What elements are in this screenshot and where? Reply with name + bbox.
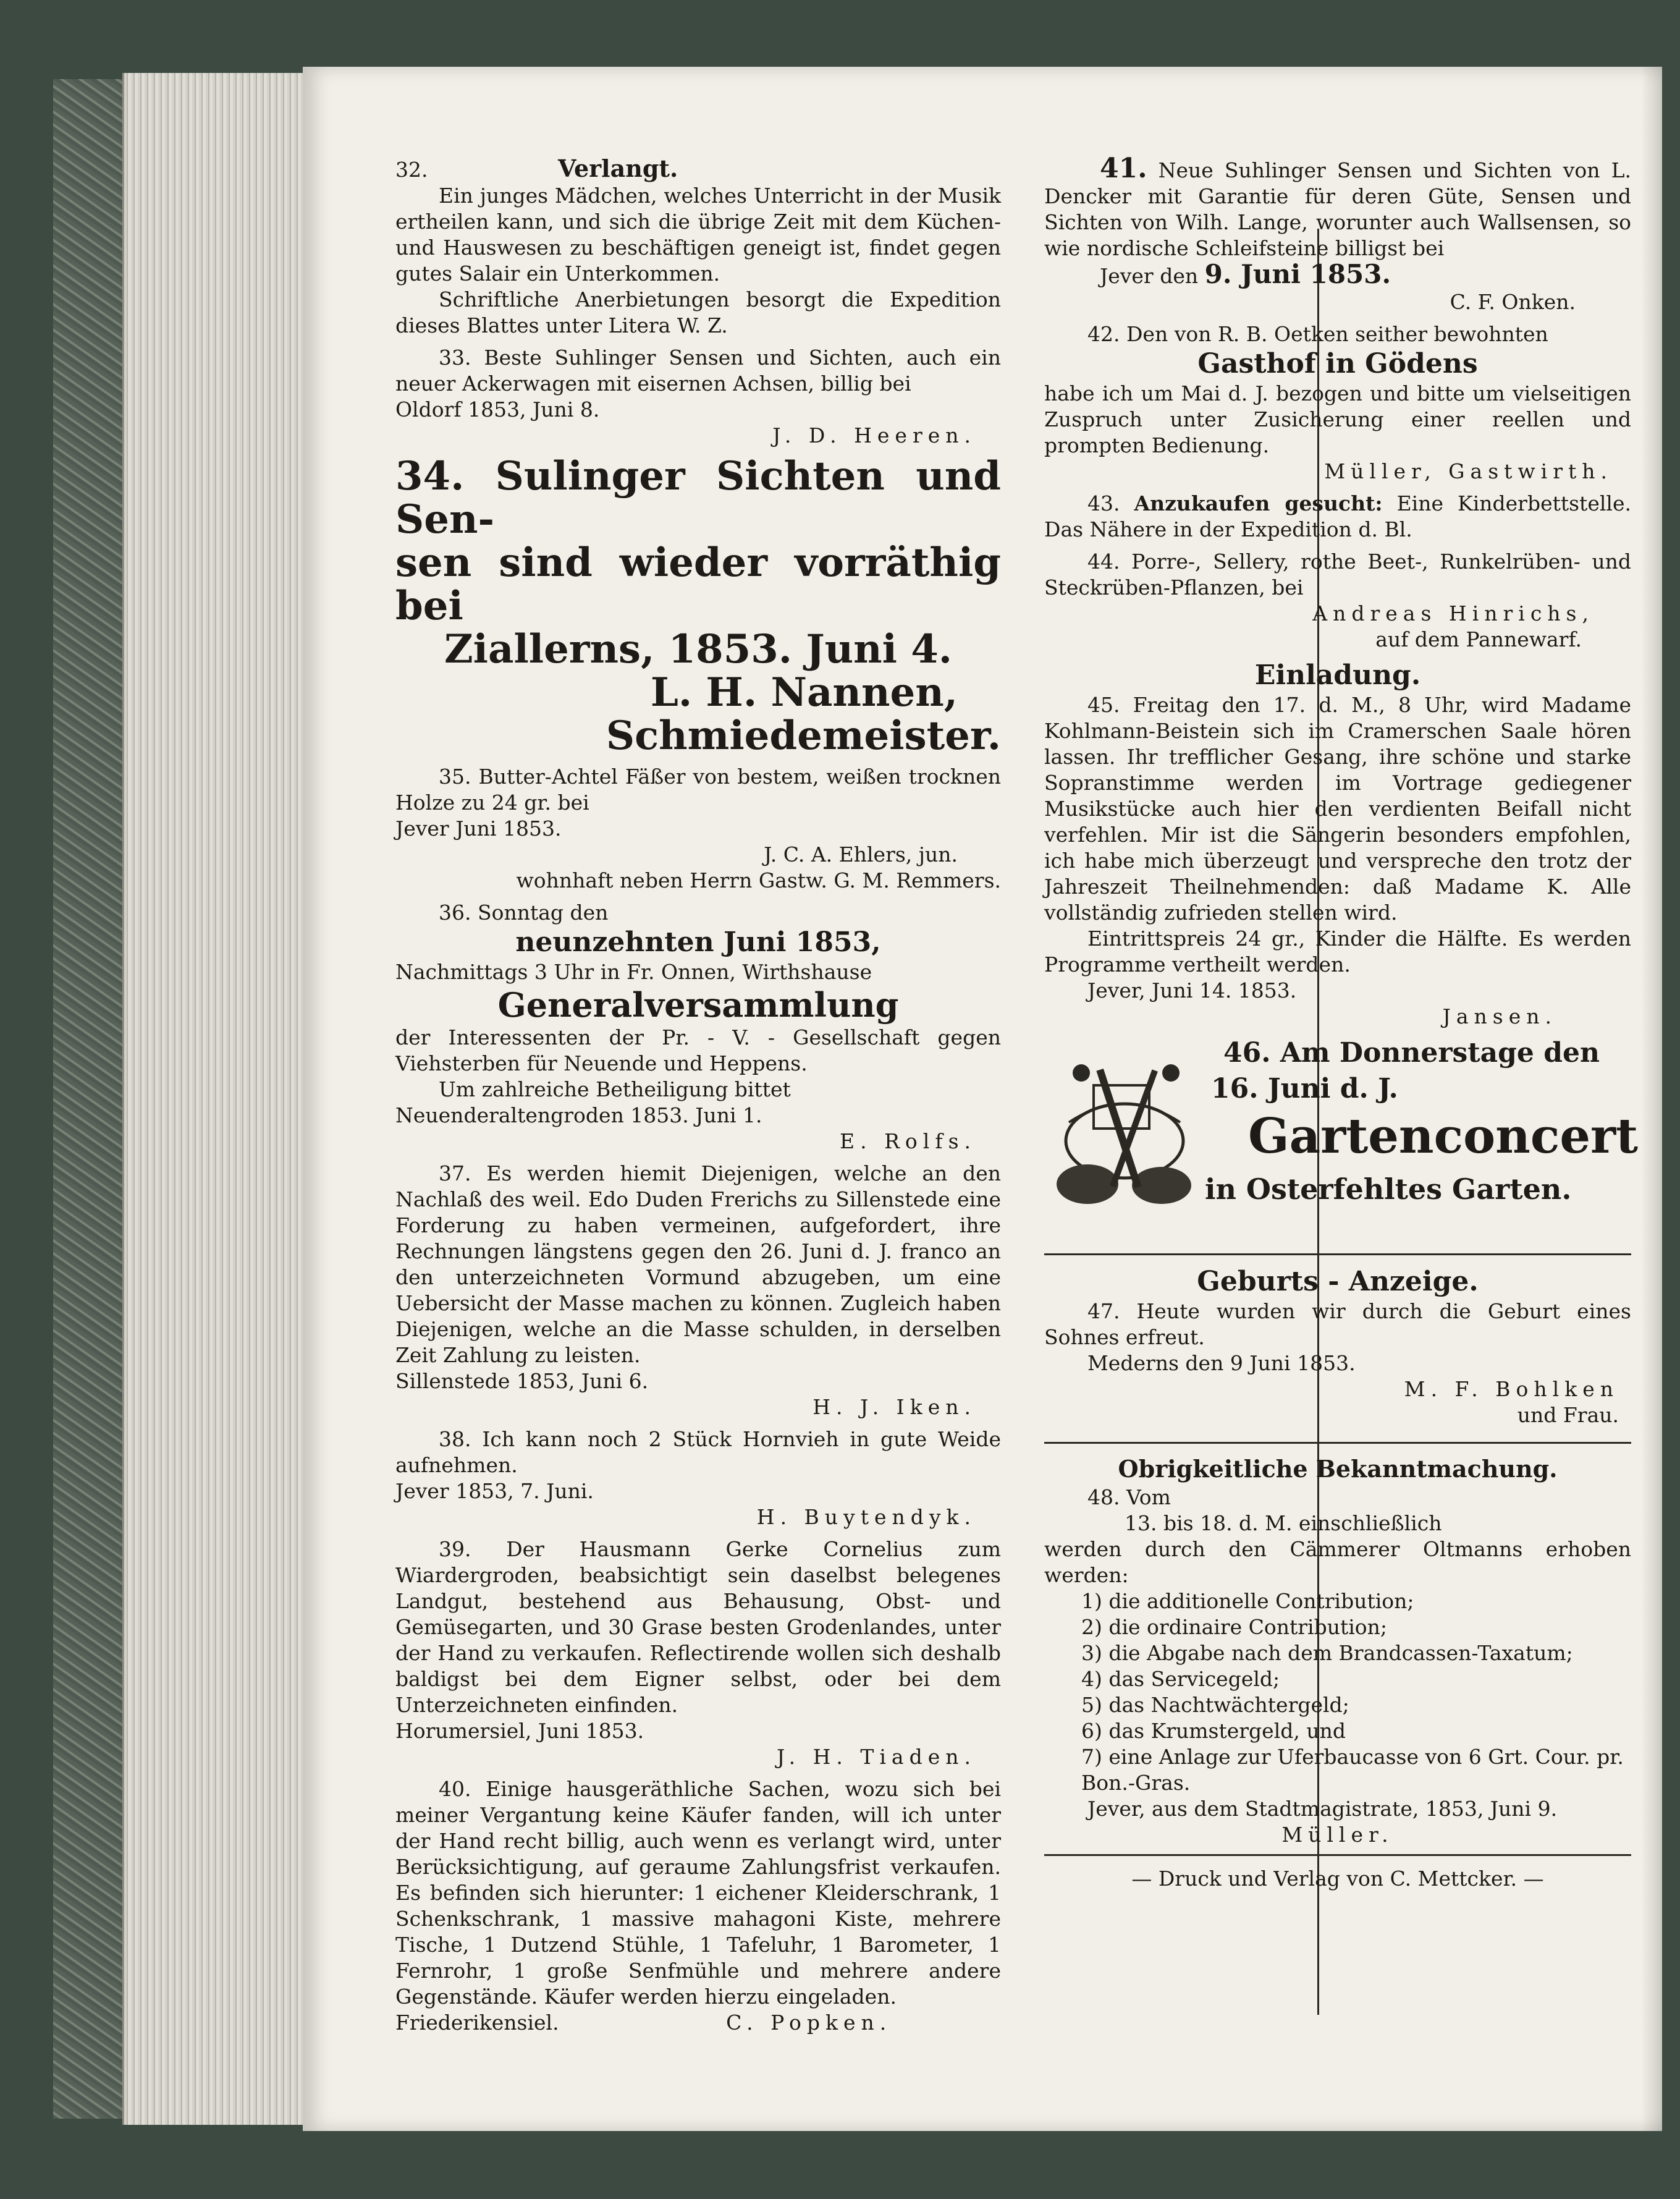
- ad-40: [395, 1776, 1001, 2036]
- ad-36: [395, 900, 1001, 1155]
- ad-36-heading: Generalversammlung: [497, 985, 899, 1025]
- ad-44-body: 44. Porre-, Sellery, rothe Beet-, Runkelrüben- und Steckrüben-Pflanzen, bei: [1044, 549, 1631, 600]
- ad-40-place: Friederikensiel.: [395, 2010, 559, 2035]
- ad-47-heading: Geburts - Anzeige.: [1197, 1266, 1479, 1297]
- ad-34: [395, 455, 1001, 758]
- rule-before-47: [1044, 1253, 1631, 1255]
- ad-34-line5: Schmiedemeister.: [606, 713, 1001, 759]
- ad-45-body2: Eintrittspreis 24 gr., Kinder die Hälfte. Es werden Programme vertheilt werden.: [1044, 926, 1631, 977]
- ad-36-place: Neuenderaltengroden 1853. Juni 1.: [395, 1103, 762, 1127]
- rule-before-48: [1044, 1442, 1631, 1444]
- ad-48-item-3: 3) die Abgabe nach dem Brandcassen-Taxatum;: [1081, 1641, 1573, 1665]
- ad-37: [395, 1161, 1001, 1420]
- ad-47-sign2: und Frau.: [1517, 1403, 1619, 1427]
- ad-40-body: 40. Einige hausgeräthliche Sachen, wozu sich bei meiner Vergantung keine Käufer fanden, will ich unter der Hand recht billig, auch wenn es verlangt wird, unter Berücksichtigung, auf geraume Zahlungsfrist verkaufen. Es befinden sich hierunter: 1 eichener Kleiderschrank, 1 Schenkschrank, 1 massive mahagoni Kiste, mehrere Tische, 1 Dutzend Stühle, 1 Tafeluhr, 1 Barometer, 1 Fernrohr, 1 große Senfmühle und mehrere andere Gegenstände. Käufer werden hierzu eingeladen.: [395, 1777, 1001, 2009]
- ad-35-sign2: wohnhaft neben Herrn Gastw. G. M. Remmers.: [516, 868, 1001, 892]
- ad-38-body: 38. Ich kann noch 2 Stück Hornvieh in gute Weide aufnehmen.: [395, 1427, 1001, 1477]
- ad-32-body: Ein junges Mädchen, welches Unterricht in der Musik ertheilen kann, und sich die übrige Zeit mit dem Küchen- und Hauswesen zu beschäftigen geneigt ist, findet gegen gutes Salair ein Unterkommen.: [395, 184, 1001, 286]
- ad-34-line4: L. H. Nannen,: [650, 669, 958, 716]
- ad-39-body: 39. Der Hausmann Gerke Cornelius zum Wiardergroden, beabsichtigt sein daselbst belegenes Landgut, bestehend aus Behausung, Obst- und Gemüsegarten, und 30 Grase besten Grodenlandes, unter der Hand zu verkaufen. Reflectirende wollen sich deshalb baldigst bei dem Eigner selbst, oder bei dem Unterzeichneten einfinden.: [395, 1537, 1001, 1717]
- ad-32-number: 32.: [395, 158, 428, 182]
- ad-37-body: 37. Es werden hiemit Diejenigen, welche an den Nachlaß des weil. Edo Duden Frerichs zu Sillenstede eine Forderung zu haben vermeinen, aufgefordert, ihre Rechnungen längstens gegen den 26. Juni d. J. franco an den unterzeichneten Vormund abzugeben, um eine Uebersicht der Masse machen zu können. Zugleich haben Diejenigen, welche an die Masse schulden, in derselben Zeit Zahlung zu leisten.: [395, 1161, 1001, 1367]
- ad-34-line2: sen sind wieder vorräthig bei: [395, 540, 1001, 629]
- ad-38: [395, 1426, 1001, 1530]
- ad-36-time: Nachmittags 3 Uhr in Fr. Onnen, Wirthshause: [395, 960, 872, 984]
- ad-33: [395, 345, 1001, 449]
- ad-48-line1: 13. bis 18. d. M. einschließlich: [1125, 1511, 1442, 1535]
- ad-35-sign: J. C. A. Ehlers, jun.: [764, 842, 958, 866]
- ad-43-heading: Anzukaufen gesucht:: [1134, 491, 1383, 515]
- ad-41: [1044, 153, 1631, 315]
- ad-46-line4: in Osterfehltes Garten.: [1205, 1172, 1572, 1206]
- page-edges: [122, 73, 310, 2125]
- ad-34-line1: 34. Sulinger Sichten und Sen-: [395, 453, 1001, 543]
- ad-32-body2: Schriftliche Anerbietungen besorgt die Expedition dieses Blattes unter Litera W. Z.: [395, 287, 1001, 337]
- ad-48-item-7: 7) eine Anlage zur Uferbaucasse von 6 Grt. Cour. pr. Bon.-Gras.: [1081, 1745, 1624, 1795]
- ad-44-sign2: auf dem Pannewarf.: [1375, 627, 1582, 651]
- ad-45-heading: Einladung.: [1254, 659, 1421, 691]
- ad-40-sign: C. Popken.: [726, 2010, 892, 2035]
- ad-41-place-a: Jever den: [1100, 264, 1199, 288]
- ad-39: [395, 1536, 1001, 1770]
- left-column: [395, 156, 1001, 2042]
- ad-36-body: der Interessenten der Pr. - V. - Gesellschaft gegen Viehsterben für Neuende und Heppens.: [395, 1025, 1001, 1075]
- ad-33-place: Oldorf 1853, Juni 8.: [395, 397, 600, 422]
- ad-47-place: Mederns den 9 Juni 1853.: [1087, 1351, 1356, 1375]
- ad-47: [1044, 1265, 1631, 1428]
- ad-42-heading: Gasthof in Gödens: [1197, 348, 1478, 379]
- ad-48-item-4: 4) das Servicegeld;: [1081, 1667, 1280, 1691]
- ad-44-sign: Andreas Hinrichs,: [1312, 601, 1594, 625]
- ad-43-body: Eine Kinderbettstelle. Das Nähere in der Expedition d. Bl.: [1044, 491, 1631, 541]
- ad-41-sign: C. F. Onken.: [1450, 290, 1576, 314]
- ad-45: [1044, 659, 1631, 1030]
- ad-36-sign: E. Rolfs.: [840, 1129, 976, 1153]
- ad-42-sign: Müller, Gastwirth.: [1324, 459, 1613, 483]
- ad-36-date: neunzehnten Juni 1853,: [515, 926, 881, 958]
- ad-48-item-5: 5) das Nachtwächtergeld;: [1081, 1693, 1349, 1717]
- ad-41-place-b: 9. Juni 1853.: [1204, 259, 1391, 289]
- ad-44: [1044, 549, 1631, 653]
- ad-32: [395, 156, 1001, 339]
- ad-35: [395, 764, 1001, 894]
- imprint: — Druck und Verlag von C. Mettcker. —: [1131, 1866, 1544, 1891]
- ad-39-place: Horumersiel, Juni 1853.: [395, 1719, 644, 1743]
- ad-42-intro: 42. Den von R. B. Oetken seither bewohnten: [1087, 322, 1548, 346]
- ad-47-body: 47. Heute wurden wir durch die Geburt eines Sohnes erfreut.: [1044, 1299, 1631, 1349]
- ad-43-number: 43.: [1087, 491, 1120, 515]
- music-instruments-illustration: [1044, 1048, 1205, 1215]
- ad-37-sign: H. J. Iken.: [813, 1395, 976, 1419]
- ad-35-place: Jever Juni 1853.: [395, 816, 562, 841]
- ad-46-line1: 46. Am Donnerstage den: [1223, 1037, 1600, 1069]
- ad-39-sign: J. H. Tiaden.: [776, 1745, 976, 1769]
- ad-48-intro: 48. Vom: [1087, 1485, 1171, 1509]
- ad-37-place: Sillenstede 1853, Juni 6.: [395, 1369, 649, 1393]
- ad-41-body: Neue Suhlinger Sensen und Sichten von L. Dencker mit Garantie für deren Güte, Sensen und Sichten von Wilh. Lange, worunter auch Wallsensen, so wie nordische Schleifsteine billigst bei: [1044, 158, 1631, 260]
- ad-41-number: 41.: [1100, 153, 1147, 184]
- ad-46: [1044, 1036, 1639, 1240]
- ad-36-body2: Um zahlreiche Betheiligung bittet: [439, 1077, 791, 1101]
- book-cover-marbled: [53, 79, 131, 2119]
- ad-45-sign: Jansen.: [1442, 1004, 1557, 1028]
- ad-42: [1044, 321, 1631, 485]
- right-column: [1044, 153, 1639, 1892]
- ad-42-body: habe ich um Mai d. J. bezogen und bitte um vielseitigen Zuspruch unter Zusicherung einer reellen und prompten Bedienung.: [1044, 381, 1631, 457]
- ad-48-item-1: 1) die additionelle Contribution;: [1081, 1589, 1414, 1613]
- ad-32-title: Verlangt.: [557, 155, 678, 182]
- ad-48-line2: werden durch den Cämmerer Oltmanns erhoben werden:: [1044, 1537, 1631, 1587]
- ad-43: [1044, 491, 1631, 543]
- ad-45-body: 45. Freitag den 17. d. M., 8 Uhr, wird Madame Kohlmann-Beistein sich im Cramerschen Saale hören lassen. Ihr trefflicher Gesang, ihre schöne und starke Sopranstimme werden im Vortrage gediegener Musikstücke auch hier den verdienten Beifall nicht verfehlen. Mir ist die Sängerin besonders empfohlen, ich habe mich überzeugt und verspreche den trotz der Jahreszeit Theilnehmenden: daß Madame K. Alle vollständig zufrieden stellen wird.: [1044, 693, 1631, 925]
- ad-38-sign: H. Buytendyk.: [756, 1505, 976, 1529]
- ad-48: [1044, 1454, 1631, 1848]
- ad-48-item-6: 6) das Krumstergeld, und: [1081, 1719, 1346, 1743]
- ad-48-place: Jever, aus dem Stadtmagistrate, 1853, Juni 9.: [1087, 1797, 1558, 1821]
- rule-before-imprint: [1044, 1854, 1631, 1856]
- ad-48-heading: Obrigkeitliche Bekanntmachung.: [1118, 1455, 1558, 1483]
- ad-35-body: 35. Butter-Achtel Fäßer von bestem, weißen trocknen Holze zu 24 gr. bei: [395, 765, 1001, 815]
- ad-46-line3: Gartenconcert: [1248, 1108, 1639, 1164]
- ad-46-line2: 16. Juni d. J.: [1211, 1073, 1398, 1104]
- ad-38-place: Jever 1853, 7. Juni.: [395, 1479, 594, 1503]
- ad-33-body: 33. Beste Suhlinger Sensen und Sichten, auch ein neuer Ackerwagen mit eisernen Achsen, billig bei: [395, 345, 1001, 396]
- ad-33-sign: J. D. Heeren.: [772, 423, 976, 447]
- ad-48-item-2: 2) die ordinaire Contribution;: [1081, 1615, 1388, 1639]
- ad-36-intro: 36. Sonntag den: [439, 900, 609, 925]
- ad-34-line3: Ziallerns, 1853. Juni 4.: [444, 626, 953, 672]
- ad-48-sign: Müller.: [1281, 1823, 1394, 1847]
- ad-47-sign: M. F. Bohlken: [1404, 1377, 1619, 1401]
- ad-45-place: Jever, Juni 14. 1853.: [1087, 978, 1297, 1002]
